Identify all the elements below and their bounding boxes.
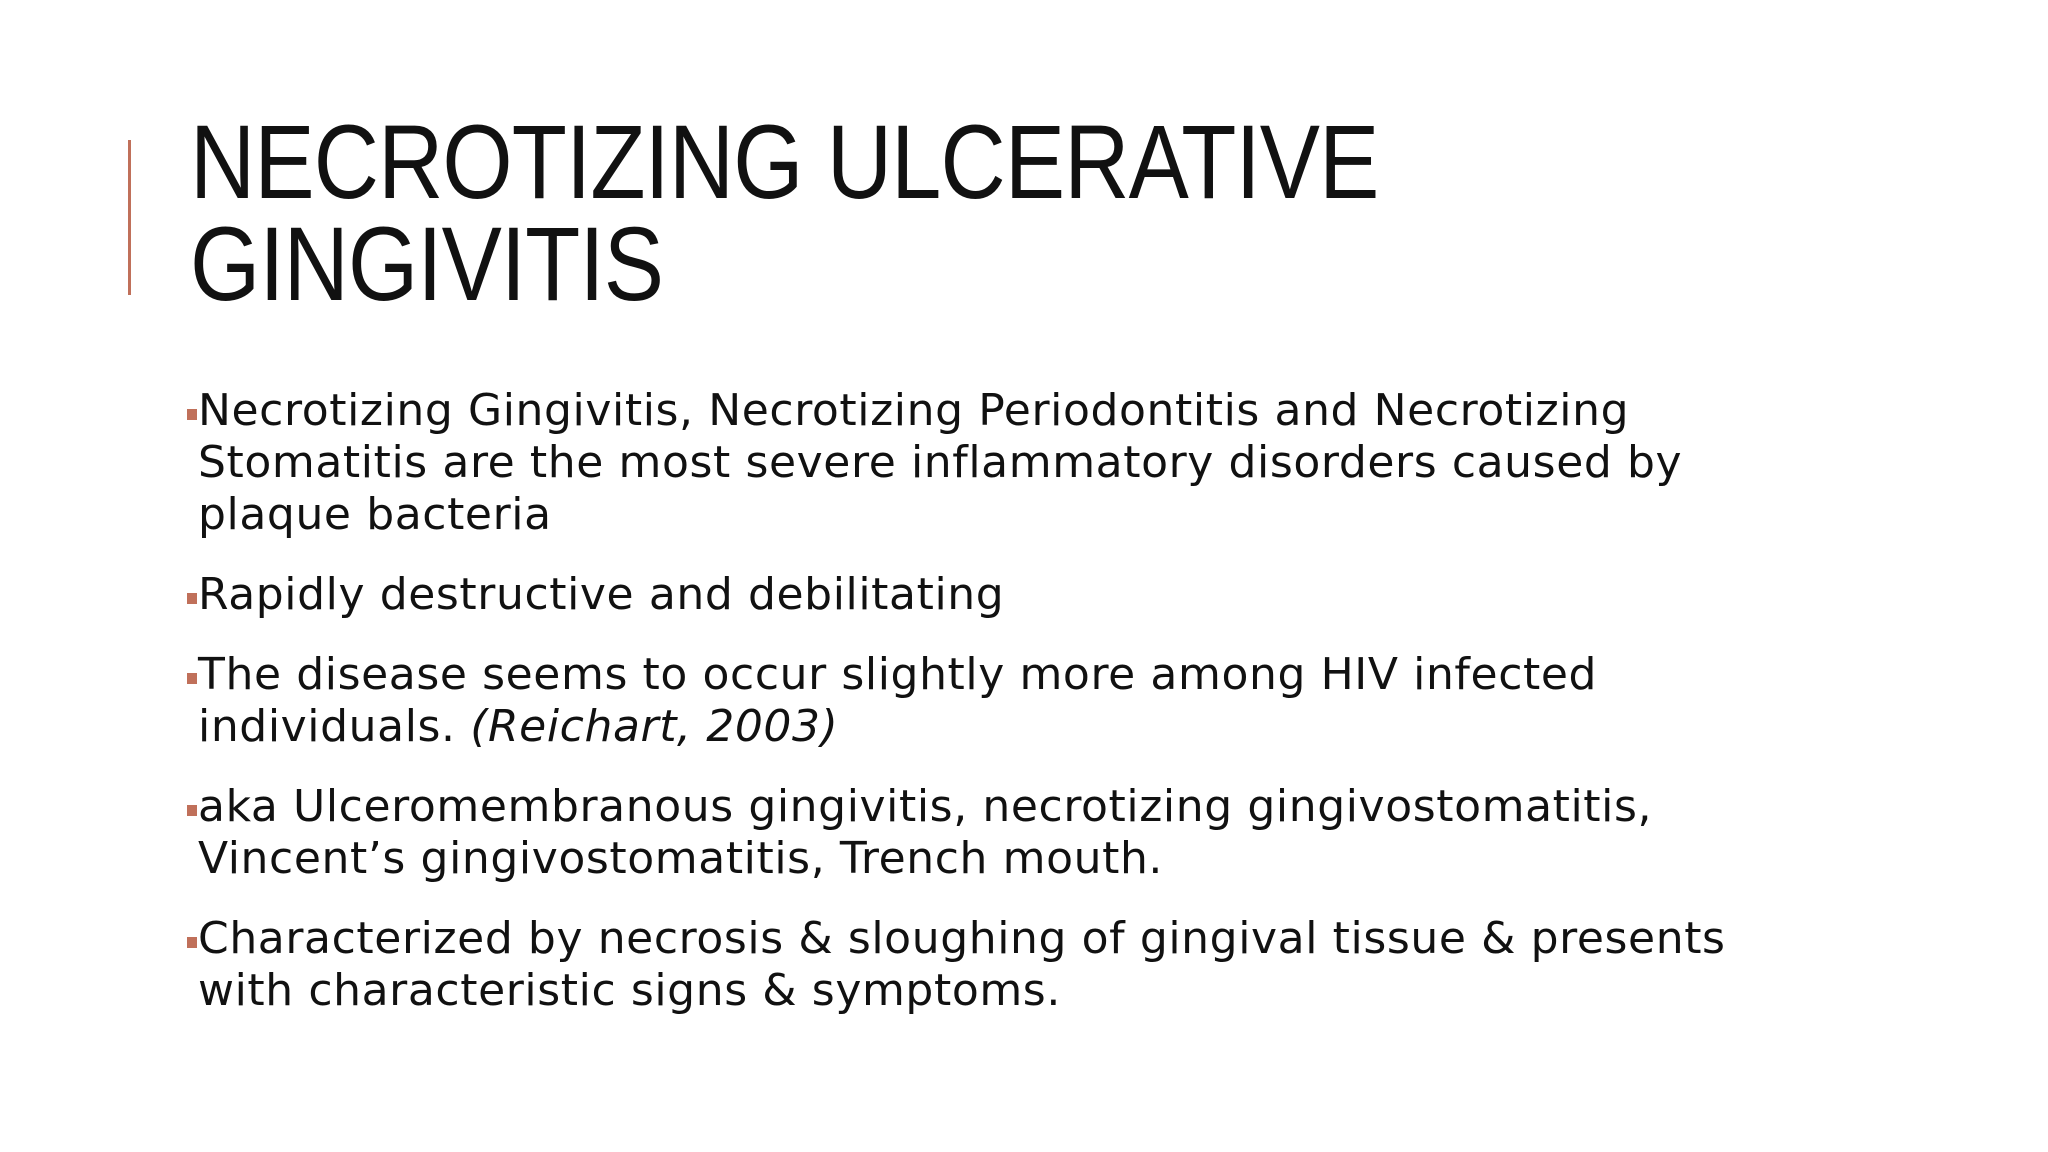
- bullet-item: [180, 649, 1820, 753]
- bullet-square-icon: [187, 593, 197, 604]
- bullet-text: Characterized by necrosis & sloughing of gingival tissue & presents with characteristic signs & symptoms.: [198, 913, 1726, 1016]
- bullet-text: The disease seems to occur slightly more among HIV infected individuals.: [198, 649, 1598, 752]
- slide-title-line-2: GINGIVITIS: [190, 206, 664, 323]
- bullet-text: aka Ulceromembranous gingivitis, necrotizing gingivostomatitis, Vincent’s gingivostomatitis, Trench mouth.: [198, 781, 1653, 884]
- bullet-text: Necrotizing Gingivitis, Necrotizing Periodontitis and Necrotizing Stomatitis are the most severe inflammatory disorders caused by plaque bacteria: [198, 385, 1683, 540]
- bullet-square-icon: [187, 409, 197, 420]
- bullet-item: [180, 385, 1820, 541]
- bullet-square-icon: [187, 937, 197, 948]
- slide-title-line-1: NECROTIZING ULCERATIVE: [190, 104, 1379, 221]
- bullet-item: [180, 913, 1820, 1017]
- bullet-text: Rapidly destructive and debilitating: [198, 569, 1005, 620]
- bullet-list: [180, 385, 1820, 1045]
- bullet-square-icon: [187, 673, 197, 684]
- bullet-item: [180, 569, 1820, 621]
- bullet-square-icon: [187, 805, 197, 816]
- slide-title: [190, 104, 1652, 323]
- bullet-citation: (Reichart, 2003): [470, 701, 839, 752]
- bullet-item: [180, 781, 1820, 885]
- title-accent-bar: [128, 140, 131, 295]
